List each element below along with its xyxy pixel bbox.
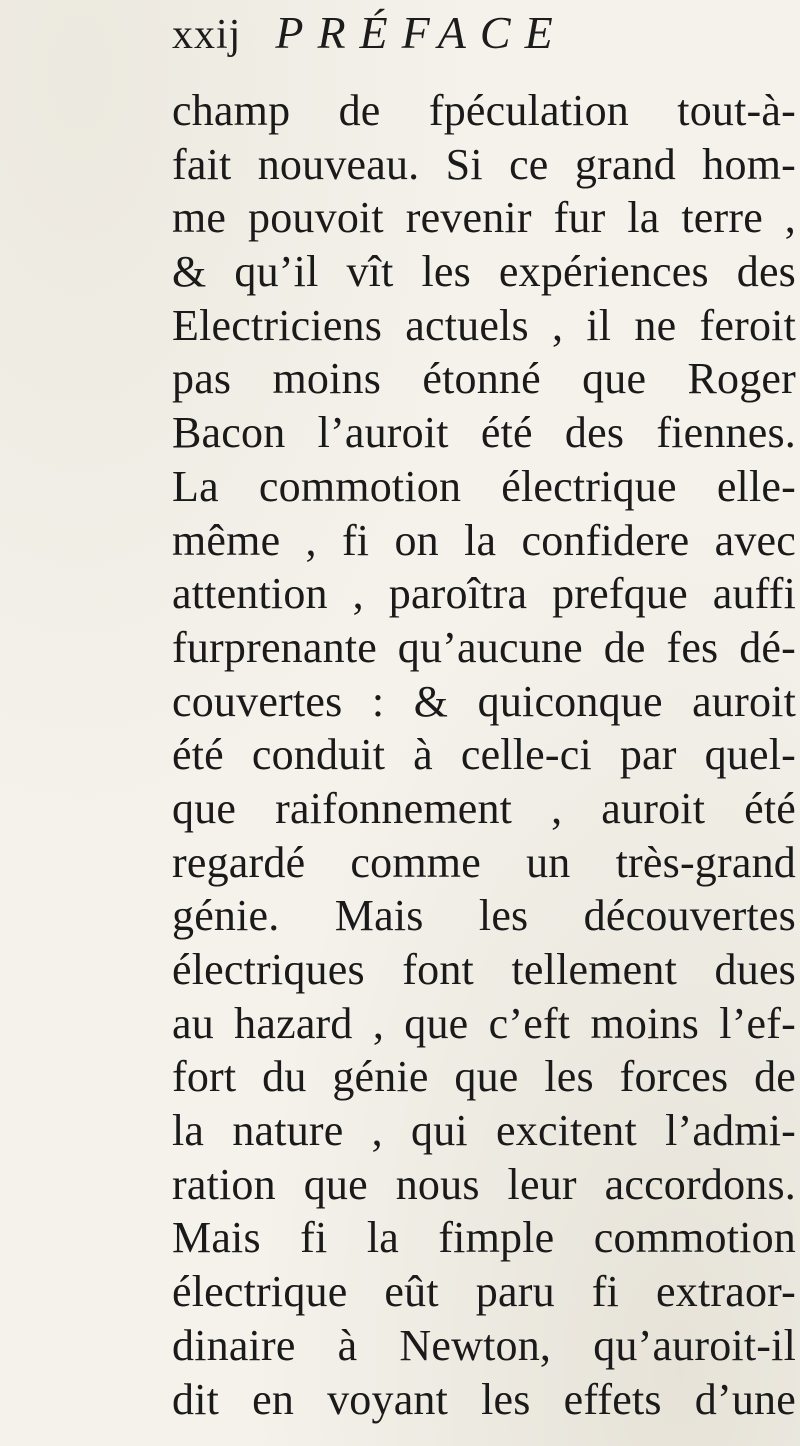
text-line: couvertes : & quiconque auroit [172, 676, 796, 726]
text-line: ration que nous leur accordons. [172, 1159, 796, 1209]
text-line: me pouvoit revenir fur la terre , [172, 193, 796, 243]
text-line: furprenante qu’aucune de fes dé- [172, 622, 796, 672]
text-line: fort du génie que les forces de [172, 1052, 796, 1102]
text-line: champ de fpéculation tout-à- [172, 86, 796, 135]
text-line: & qu’il vît les expériences des [172, 247, 796, 297]
text-line: La commotion électrique elle- [172, 461, 796, 511]
text-line: même , fi on la confidere avec [172, 515, 796, 565]
text-line: électriques font tellement dues [172, 945, 796, 994]
text-line: attention , paroîtra prefque auffi [172, 569, 796, 619]
text-line: la nature , qui excitent l’admi- [172, 1106, 796, 1156]
page-header [172, 6, 567, 86]
text-line: Mais fi la fimple commotion [172, 1213, 796, 1263]
text-line: pas moins étonné que Roger [172, 354, 796, 404]
text-line: dinaire à Newton, qu’auroit-il [172, 1320, 796, 1370]
running-title: PRÉFACE [275, 7, 567, 58]
text-line: que raifonnement , auroit été [172, 783, 796, 833]
text-line: été conduit à celle-ci par quel- [172, 730, 796, 780]
text-line: Electriciens actuels , il ne feroit [172, 300, 796, 350]
text-line: Bacon l’auroit été des fiennes. [172, 408, 796, 458]
text-line: fait nouveau. Si ce grand hom- [172, 139, 796, 189]
text-line: au hazard , que c’eft moins l’ef- [172, 998, 796, 1048]
body-text [172, 84, 800, 1426]
page-number: xxij [172, 12, 242, 58]
text-line: électrique eût paru fi extraor- [172, 1267, 796, 1317]
text-line: génie. Mais les découvertes [172, 891, 796, 941]
text-line: regardé comme un très-grand [172, 837, 796, 887]
text-line: dit en voyant les effets d’une [172, 1374, 796, 1424]
